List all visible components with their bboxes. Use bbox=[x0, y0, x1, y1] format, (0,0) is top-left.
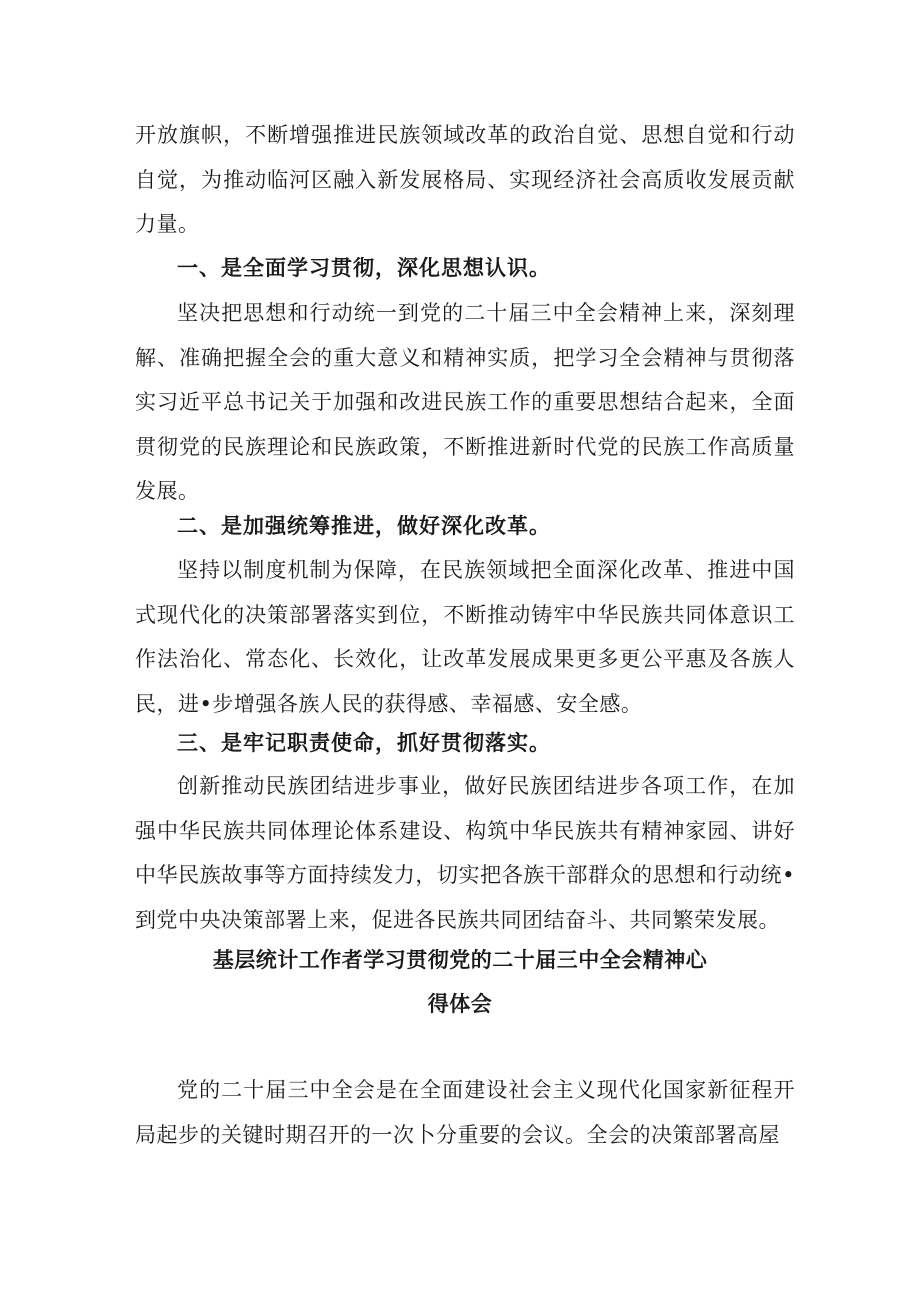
article-title-line-1: 基层统计工作者学习贯彻党的二十届三中全会精神心 bbox=[212, 948, 708, 972]
intro-continuation-paragraph: 开放旗帜，不断增强推进民族领域改革的政治自觉、思想自觉和行动自觉，为推动临河区融入新发展格局、实现经济社会高质收发展贡献力量。 bbox=[135, 123, 795, 236]
section-2-body: 坚持以制度机制为保障，在民族领域把全面深化改革、推进中国式现代化的决策部署落实到位，不断推动铸牢中华民族共同体意识工作法治化、常态化、长效化，让改革发展成果更多更公平惠及各族人民，进•步增强各族人民的获得感、幸福感、安全感。 bbox=[135, 558, 795, 716]
section-2-heading: 二、是加强统筹推进，做好深化改革。 bbox=[177, 514, 551, 538]
section-1-heading: 一、是全面学习贯彻，深化思想认识。 bbox=[177, 256, 551, 280]
section-3-heading: 三、是牢记职责使命，抓好贯彻落实。 bbox=[177, 731, 551, 755]
article-title-line-2: 得体会 bbox=[427, 992, 493, 1016]
section-3-body: 创新推动民族团结进步事业，做好民族团结进步各项工作，在加强中华民族共同体理论体系建设、构筑中华民族共有精神家园、讲好中华民族故事等方面持续发力，切实把各族干部群众的思想和行动统•到党中央决策部署上来，促进各民族共同团结奋斗、共同繁荣发展。 bbox=[135, 774, 795, 932]
article-opening-paragraph: 党的二十届三中全会是在全面建设社会主义现代化国家新征程开局起步的关键时期召开的一次卜分重要的会议。全会的决策部署高屋 bbox=[135, 1078, 795, 1147]
section-1-body: 坚决把思想和行动统一到党的二十届三中全会精神上来，深刻理解、准确把握全会的重大意义和精神实质，把学习全会精神与贯彻落实习近平总书记关于加强和改进民族工作的重要思想结合起来，全面贯彻党的民族理论和民族政策，不断推进新时代党的民族工作高质量发展。 bbox=[135, 301, 795, 503]
